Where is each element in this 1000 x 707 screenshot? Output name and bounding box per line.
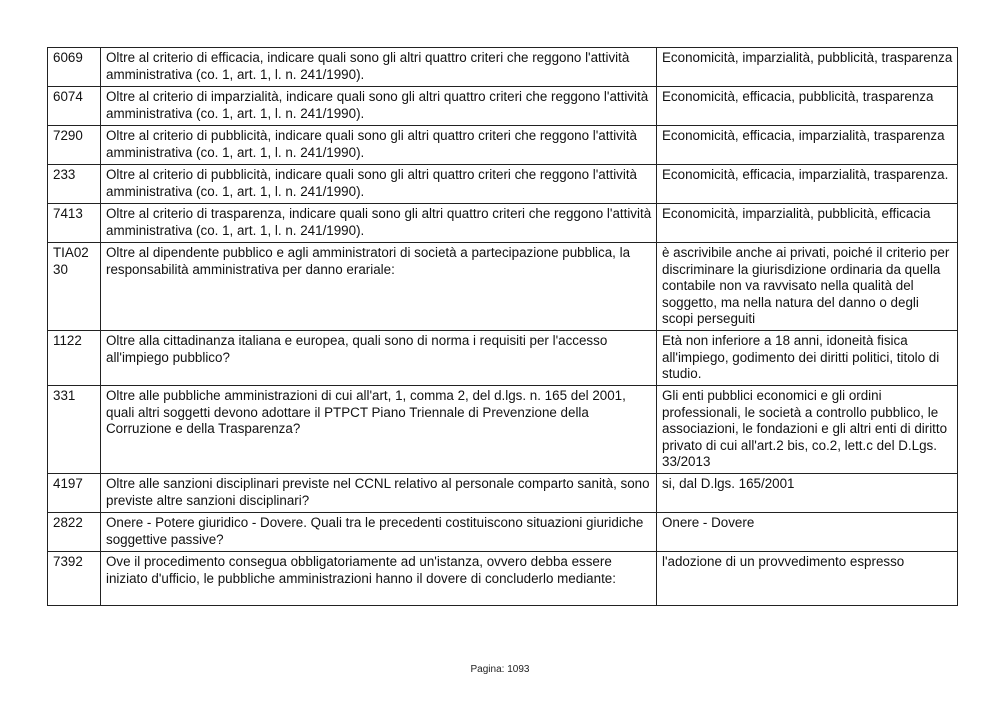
table-row (48, 386, 958, 474)
question-id-cell: 2822 (48, 513, 101, 552)
page-number: Pagina: 1093 (470, 664, 530, 675)
question-cell: Oltre alle sanzioni disciplinari previste nel CCNL relativo al personale comparto sanità, sono previste altre sanzioni disciplinari? (101, 474, 657, 513)
question-id-cell: 6074 (48, 87, 101, 126)
table-row (48, 513, 958, 552)
question-id-cell: 331 (48, 386, 101, 474)
answer-cell: Economicità, efficacia, pubblicità, trasparenza (657, 87, 958, 126)
question-cell: Oltre alla cittadinanza italiana e europea, quali sono di norma i requisiti per l'accesso all'impiego pubblico? (101, 331, 657, 386)
question-cell: Oltre al criterio di pubblicità, indicare quali sono gli altri quattro criteri che reggono l'attività amministrativa (co. 1, art. 1, l. n. 241/1990). (101, 165, 657, 204)
question-answer-table (47, 47, 958, 606)
table-row (48, 48, 958, 87)
answer-cell: Onere - Dovere (657, 513, 958, 552)
question-cell: Oltre al criterio di efficacia, indicare quali sono gli altri quattro criteri che reggono l'attività amministrativa (co. 1, art. 1, l. n. 241/1990). (101, 48, 657, 87)
answer-cell: è ascrivibile anche ai privati, poiché il criterio per discriminare la giurisdizione ordinaria da quella contabile non va ravvisato nella qualità del soggetto, ma nella natura del danno o degli scopi perseguiti (657, 243, 958, 331)
table-row (48, 552, 958, 606)
table-row (48, 243, 958, 331)
question-cell: Ove il procedimento consegua obbligatoriamente ad un'istanza, ovvero debba essere iniziato d'ufficio, le pubbliche amministrazioni hanno il dovere di concluderlo mediante: (101, 552, 657, 606)
table-body (48, 48, 958, 606)
answer-cell: Economicità, efficacia, imparzialità, trasparenza (657, 126, 958, 165)
question-cell: Oltre alle pubbliche amministrazioni di cui all'art, 1, comma 2, del d.lgs. n. 165 del 2001, quali altri soggetti devono adottare il PTPCT Piano Triennale di Prevenzione della Corruzione e della Trasparenza? (101, 386, 657, 474)
question-id-cell: 1122 (48, 331, 101, 386)
answer-cell: Economicità, efficacia, imparzialità, trasparenza. (657, 165, 958, 204)
question-id-cell: 7290 (48, 126, 101, 165)
answer-cell: l'adozione di un provvedimento espresso (657, 552, 958, 606)
question-cell: Oltre al dipendente pubblico e agli amministratori di società a partecipazione pubblica, la responsabilità amministrativa per danno erariale: (101, 243, 657, 331)
answer-cell: si, dal D.lgs. 165/2001 (657, 474, 958, 513)
answer-cell: Economicità, imparzialità, pubblicità, trasparenza (657, 48, 958, 87)
question-id-cell: 7413 (48, 204, 101, 243)
question-id-cell: 4197 (48, 474, 101, 513)
table-row (48, 204, 958, 243)
question-cell: Oltre al criterio di trasparenza, indicare quali sono gli altri quattro criteri che reggono l'attività amministrativa (co. 1, art. 1, l. n. 241/1990). (101, 204, 657, 243)
table-row (48, 126, 958, 165)
answer-cell: Gli enti pubblici economici e gli ordini professionali, le società a controllo pubblico, le associazioni, le fondazioni e gli altri enti di diritto privato di cui all'art.2 bis, co.2, lett.c del D.Lgs. 33/2013 (657, 386, 958, 474)
question-id-cell: 233 (48, 165, 101, 204)
question-cell: Onere - Potere giuridico - Dovere. Quali tra le precedenti costituiscono situazioni giuridiche soggettive passive? (101, 513, 657, 552)
table-row (48, 331, 958, 386)
answer-cell: Età non inferiore a 18 anni, idoneità fisica all'impiego, godimento dei diritti politici, titolo di studio. (657, 331, 958, 386)
question-cell: Oltre al criterio di imparzialità, indicare quali sono gli altri quattro criteri che reggono l'attività amministrativa (co. 1, art. 1, l. n. 241/1990). (101, 87, 657, 126)
table-row (48, 87, 958, 126)
table-row (48, 474, 958, 513)
question-cell: Oltre al criterio di pubblicità, indicare quali sono gli altri quattro criteri che reggono l'attività amministrativa (co. 1, art. 1, l. n. 241/1990). (101, 126, 657, 165)
table-row (48, 165, 958, 204)
answer-cell: Economicità, imparzialità, pubblicità, efficacia (657, 204, 958, 243)
question-id-cell: TIA0230 (48, 243, 101, 331)
question-id-cell: 7392 (48, 552, 101, 606)
question-id-cell: 6069 (48, 48, 101, 87)
